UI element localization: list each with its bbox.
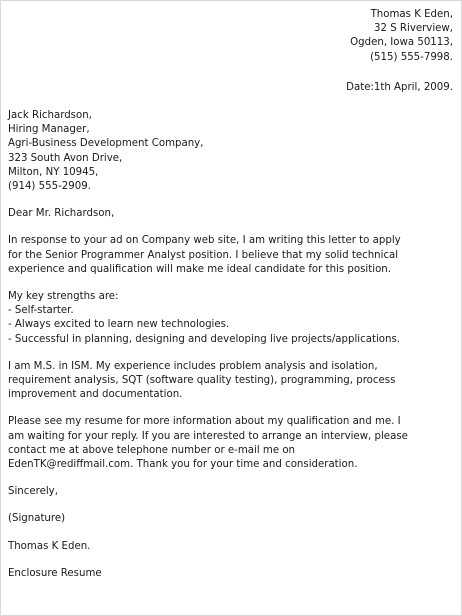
recipient-street: 323 South Avon Drive, [8,152,123,164]
signer-name: Thomas K Eden. [8,540,91,552]
paragraph-line: contact me at above telephone number or e-mail me on [8,444,296,456]
paragraph-line: am waiting for your reply. If you are interested to arrange an interview, please [8,430,408,442]
list-item: - Self-starter. [8,305,74,317]
paragraph-line: experience and qualification will make me ideal candidate for this position. [8,263,391,275]
recipient-company: Agri-Business Development Company, [8,138,204,150]
sender-name: Thomas K Eden, [370,9,453,20]
paragraph-line: Please see my resume for more information about my qualification and me. I [8,416,401,428]
letter-date: Date:1th April, 2009. [346,82,453,93]
recipient-address [8,109,456,194]
recipient-city: Milton, NY 10945, [8,166,99,178]
paragraph-experience [8,360,456,403]
paragraph-contact [8,415,456,472]
paragraph-line: I am M.S. in ISM. My experience includes problem analysis and isolation, [8,360,378,372]
signature-placeholder: (Signature) [8,513,66,525]
paragraph-line: EdenTK@rediffmail.com. Thank you for your time and consideration. [8,459,358,471]
paragraph-line: In response to your ad on Company web site, I am writing this letter to apply [8,235,401,247]
strengths-list [8,290,456,347]
recipient-phone: (914) 555-2909. [8,181,91,193]
salutation: Dear Mr. Richardson, [8,208,115,220]
enclosure-note: Enclosure Resume [8,567,102,579]
sender-city: Ogden, Iowa 50113, [350,37,453,49]
strengths-heading: My key strengths are: [8,291,119,303]
list-item: - Successful in planning, designing and developing live projects/applications. [8,333,401,345]
sender-address [350,8,453,65]
paragraph-line: for the Senior Programmer Analyst position. I believe that my solid technical [8,249,399,261]
paragraph-line: requirement analysis, SQT (software quality testing), programming, process [8,375,396,387]
recipient-title: Hiring Manager, [8,124,90,136]
paragraph-intro [8,234,456,277]
paragraph-line: improvement and documentation. [8,389,183,401]
letter-body [8,109,456,594]
closing: Sincerely, [8,486,58,498]
sender-street: 32 S Riverview, [374,23,453,35]
recipient-name: Jack Richardson, [8,110,92,121]
list-item: - Always excited to learn new technologies. [8,319,230,331]
sender-phone: (515) 555-7998. [370,51,453,63]
